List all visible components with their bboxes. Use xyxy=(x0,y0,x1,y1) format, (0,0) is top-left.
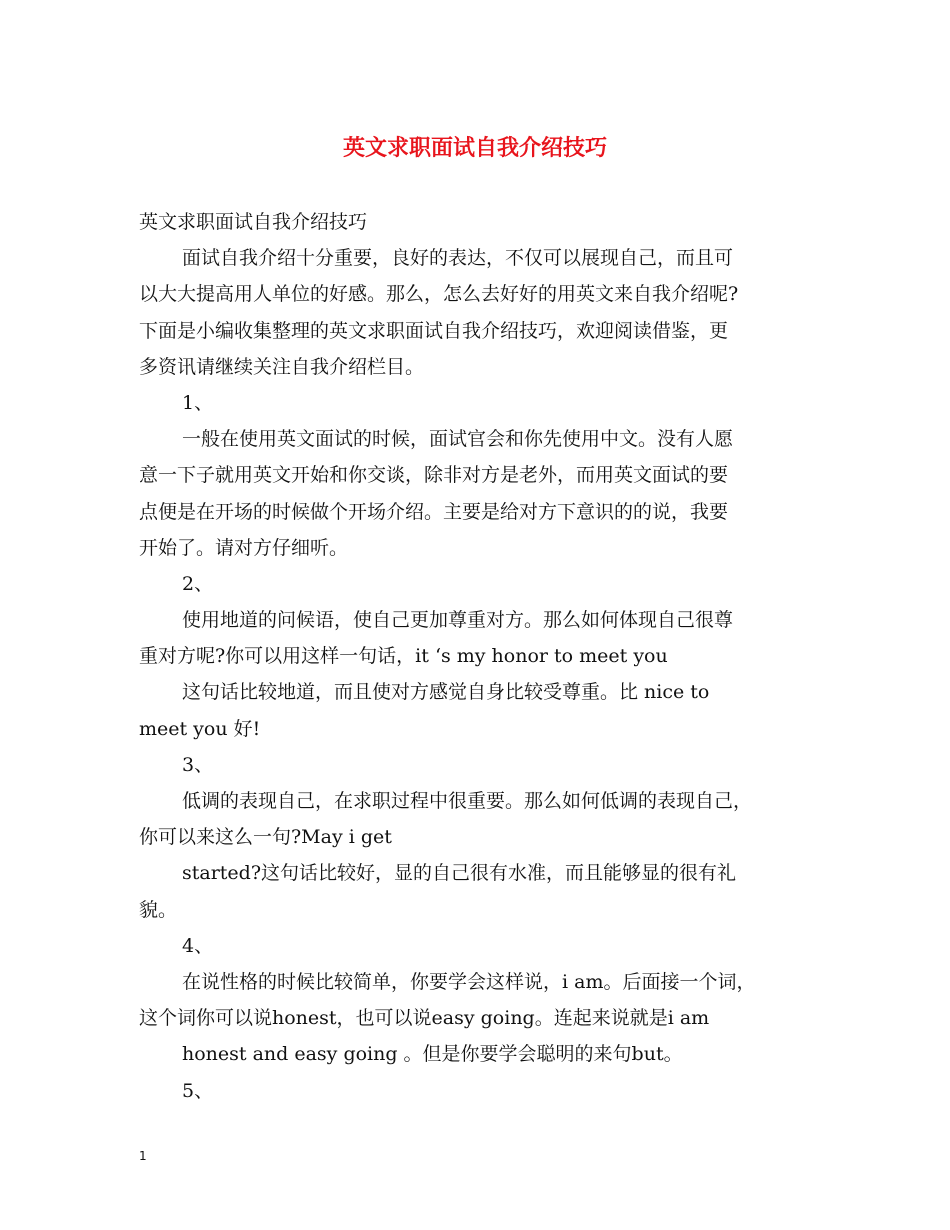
document-title: 英文求职面试自我介绍技巧 xyxy=(342,135,607,161)
text-line: 低调的表现自己，在求职过程中很重要。那么如何低调的表现自己， xyxy=(182,790,753,812)
text-line: 一般在使用英文面试的时候，面试官会和你先使用中文。没有人愿 xyxy=(182,428,734,451)
text-line: 2、 xyxy=(182,572,214,595)
text-line: 这句话比较地道，而且使对方感觉自身比较受尊重。比 nice to xyxy=(182,681,710,704)
text-line: started?这句话比较好，显的自己很有水准，而且能够显的很有礼 xyxy=(182,862,737,885)
text-line: 重对方呢?你可以用这样一句话，it ‘s my honor to meet you xyxy=(139,645,668,668)
text-line: honest and easy going 。但是你要学会聪明的来句but。 xyxy=(182,1043,683,1066)
text-line: 1、 xyxy=(182,391,214,414)
text-line: 貌。 xyxy=(139,898,178,921)
page-number: 1 xyxy=(139,1149,147,1163)
text-line: 以大大提高用人单位的好感。那么，怎么去好好的用英文来自我介绍呢? xyxy=(139,283,739,306)
text-line: 点便是在开场的时候做个开场介绍。主要是给对方下意识的的说，我要 xyxy=(139,500,729,523)
text-line: 4、 xyxy=(182,934,214,957)
text-line: 面试自我介绍十分重要，良好的表达，不仅可以展现自己，而且可 xyxy=(182,247,734,270)
text-line: 3、 xyxy=(182,753,214,776)
text-line: 这个词你可以说honest，也可以说easy going。连起来说就是i am xyxy=(139,1007,710,1030)
text-line: 下面是小编收集整理的英文求职面试自我介绍技巧，欢迎阅读借鉴，更 xyxy=(139,319,729,342)
text-line: 英文求职面试自我介绍技巧 xyxy=(139,211,368,233)
text-line: 5、 xyxy=(182,1079,214,1102)
text-line: 开始了。请对方仔细听。 xyxy=(139,536,349,559)
text-line: 使用地道的问候语，使自己更加尊重对方。那么如何体现自己很尊 xyxy=(182,609,734,632)
text-line: 你可以来这么一句?May i get xyxy=(139,826,392,849)
text-line: 多资讯请继续关注自我介绍栏目。 xyxy=(139,355,425,378)
document-body xyxy=(139,204,819,1109)
text-line: meet you 好! xyxy=(139,717,261,740)
text-line: 在说性格的时候比较简单，你要学会这样说，i am。后面接一个词， xyxy=(182,970,756,993)
text-line: 意一下子就用英文开始和你交谈，除非对方是老外，而用英文面试的要 xyxy=(139,464,729,487)
